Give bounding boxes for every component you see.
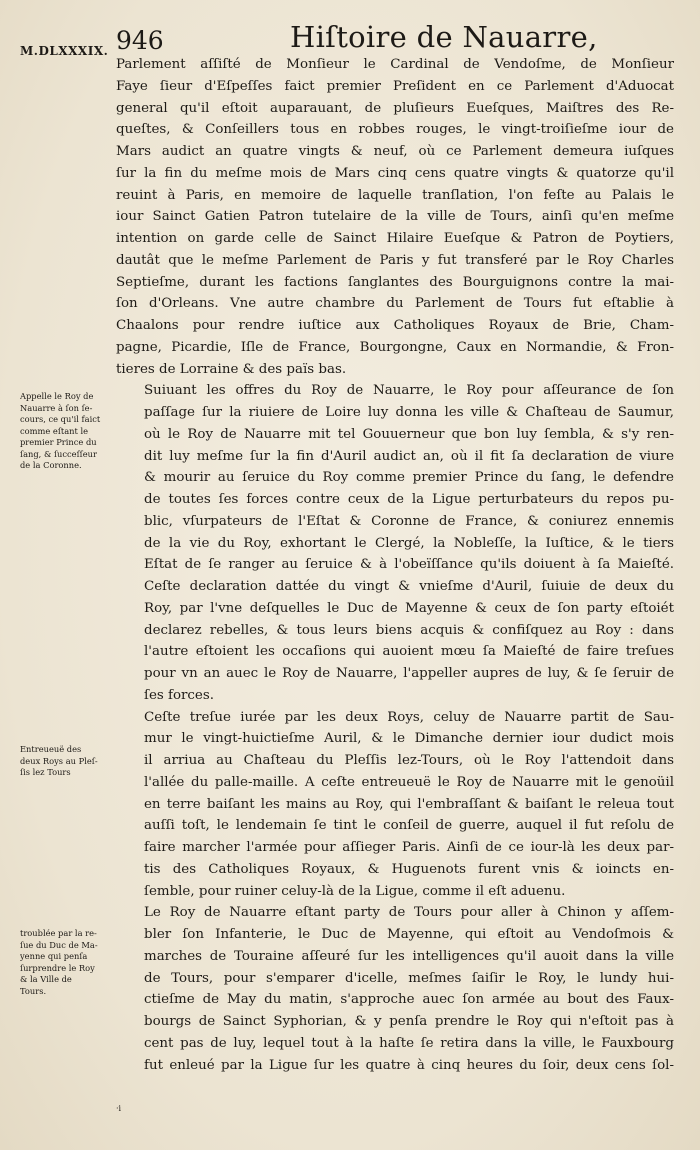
text-line: Parlement aſſiſté de Monſieur le Cardinal de Vendoſme, de Monſieur [116, 57, 674, 72]
text-line: ctieſme de May du matin, s'approche auec ſon armée au bout des Faux- [144, 992, 674, 1008]
page-number: 946 [116, 26, 164, 55]
text-line: Le Roy de Nauarre eſtant party de Tours pour aller à Chinon y aſſem- [144, 905, 674, 921]
text-line: l'autre eſtoient les occaſions qui auoient mœu ſa Maieſté de faire treſues [144, 644, 674, 660]
text-line: ſes forces. [144, 687, 214, 703]
text-line: Mars audict an quatre vingts & neuf, où ce Parlement demeura iuſques [116, 144, 674, 159]
paragraph [116, 380, 674, 706]
text-line: reuint à Paris, en memoire de laquelle tranſlation, l'on feſte au Palais le [116, 187, 674, 203]
text-line: fut enleué par la Ligue ſur les quatre à cinq heures du ſoir, deux cens ſol- [144, 1057, 674, 1073]
paragraph [116, 54, 674, 380]
text-line: blic, vſurpateurs de l'Eſtat & Coronne de France, & coniurez ennemis [144, 513, 674, 529]
text-line: Appelle le Roy de [20, 391, 94, 401]
text-line: dit luy meſme ſur la fin d'Auril audict an, où il fit ſa declaration de viure [144, 448, 674, 464]
text-line: pagne, Picardie, Iſle de France, Bourgongne, Caux en Normandie, & Fron- [116, 339, 674, 355]
text-line: bler ſon Infanterie, le Duc de Mayenne, qui eſtoit au Vendoſmois & [144, 927, 674, 942]
text-line: declarez rebelles, & tous leurs biens acquis & confiſquez au Roy : dans [144, 622, 674, 638]
text-line: cent pas de luy, lequel tout à la haſte ſe retira dans la ville, le Fauxbourg [144, 1035, 674, 1051]
text-line: de la vie du Roy, exhortant le Clergé, la Nobleſſe, la Iuſtice, & le tiers [144, 535, 674, 551]
text-line: Suiuant les offres du Roy de Nauarre, le Roy pour aſſeurance de ſon [144, 383, 674, 399]
body-text [116, 54, 674, 1076]
text-line: comme eſtant le [20, 425, 89, 436]
text-line: il arriua au Chaſteau du Pleſſis lez-Tours, où le Roy l'attendoit dans [144, 753, 674, 768]
text-line: Ceſte declaration dattée du vingt & vnieſme d'Auril, ſuiuie de deux du [144, 579, 674, 594]
text-line: ſur la fin du meſme mois de Mars cinq cens quatre vingts & quatorze qu'il [116, 165, 674, 181]
text-line: Nauarre à ſon ſe- [20, 402, 93, 413]
margin-note [20, 391, 114, 472]
text-line: troublée par la re- [20, 928, 97, 938]
text-line: premier Prince du [20, 437, 97, 447]
text-line: bourgs de Sainct Syphorian, & y penſa prendre le Roy qui n'eſtoit pas à [144, 1014, 674, 1029]
text-line: yenne qui penſa [20, 951, 88, 961]
text-line: tis des Catholiques Royaux, & Huguenots furent vnis & ioincts en- [144, 861, 674, 877]
text-line: ſue du Duc de Ma- [20, 939, 98, 950]
footer-mark: ·i [116, 1104, 122, 1113]
text-line: ſis lez Tours [20, 767, 71, 777]
text-line: & mourir au ſeruice du Roy comme premier Prince du ſang, le defendre [144, 470, 674, 486]
header-year: M.DLXXXIX. [20, 44, 109, 58]
margin-note [20, 744, 114, 779]
text-line: de la Coronne. [20, 460, 82, 470]
text-line: Roy, par l'vne deſquelles le Duc de Mayenne & ceux de ſon party eſtoiét [144, 600, 674, 616]
text-line: intention on garde celle de Sainct Hilaire Eueſque & Patron de Poytiers, [116, 231, 674, 246]
text-line: Faye ſieur d'Eſpeſſes faict premier Preſident en ce Parlement d'Aduocat [116, 78, 674, 94]
text-line: marches de Touraine aſſeuré ſur les intelligences qu'il auoit dans la ville [144, 948, 674, 964]
text-line: tieres de Lorraine & des païs bas. [116, 361, 347, 377]
text-line: Entreueuë des [20, 744, 82, 754]
margin-note [20, 928, 114, 997]
text-line: cours, ce qu'il faict [20, 414, 101, 424]
text-line: ſon d'Orleans. Vne autre chambre du Parlement de Tours fut eſtablie à [116, 296, 674, 312]
text-line: de Tours, pour s'emparer d'icelle, meſmes ſaiſir le Roy, le lundy hui- [144, 970, 674, 986]
text-line: deux Roys au Pleſ- [20, 755, 98, 766]
text-line: queſtes, & Conſeillers tous en robbes rouges, le vingt-troiſieſme iour de [116, 122, 674, 138]
text-line: paſſage ſur la riuiere de Loire luy donna les ville & Chaſteau de Saumur, [144, 405, 674, 420]
text-line: mur le vingt-huictieſme Auril, & le Dimanche dernier iour dudict mois [144, 731, 674, 747]
text-line: Tours. [20, 985, 47, 996]
text-line: & la Ville de [20, 974, 72, 984]
text-line: Chaalons pour rendre iuſtice aux Catholiques Royaux de Brie, Cham- [116, 318, 674, 333]
text-line: ſemble, pour ruiner celuy-là de la Ligue, comme il eſt aduenu. [144, 883, 566, 899]
paragraph [116, 902, 674, 1076]
text-line: Septieſme, durant les factions ſanglantes des Bourguignons contre la mai- [116, 274, 674, 290]
text-line: ſang, & ſucceſſeur [20, 448, 97, 459]
text-line: auſſi toſt, le lendemain ſe tint le conſeil de guerre, auquel il fut reſolu de [144, 818, 674, 834]
text-line: où le Roy de Nauarre mit tel Gouuerneur que bon luy ſembla, & s'y ren- [144, 426, 674, 442]
text-line: dautât que le meſme Parlement de Paris y fut transferé par le Roy Charles [116, 252, 674, 268]
text-line: de toutes ſes forces contre ceux de la Ligue perturbateurs du repos pu- [144, 492, 674, 507]
text-line: Ceſte treſue iurée par les deux Roys, celuy de Nauarre partit de Sau- [144, 709, 674, 725]
text-line: pour vn an auec le Roy de Nauarre, l'appeller aupres de luy, & ſe ſeruir de [144, 666, 674, 681]
text-line: general qu'il eſtoit auparauant, de pluſieurs Eueſques, Maiſtres des Re- [116, 100, 674, 116]
text-line: Eſtat de ſe ranger au ſeruice & à l'obeïſſance qu'ils doiuent à ſa Maieſté. [144, 557, 674, 573]
page-title: Hiſtoire de Nauarre, [290, 20, 598, 54]
paragraph [116, 707, 674, 903]
text-line: en terre baiſant les mains au Roy, qui l'embraſſant & baiſant le releua tout [144, 796, 674, 812]
text-line: iour Sainct Gatien Patron tutelaire de la ville de Tours, ainſi qu'en meſme [116, 209, 674, 225]
text-line: faire marcher l'armée pour aſſieger Paris. Ainſi de ce iour-là les deux par- [144, 840, 674, 855]
text-line: ſurprendre le Roy [20, 962, 95, 973]
text-line: l'allée du palle-maille. A ceſte entreueuë le Roy de Nauarre mit le genoüil [144, 774, 674, 790]
